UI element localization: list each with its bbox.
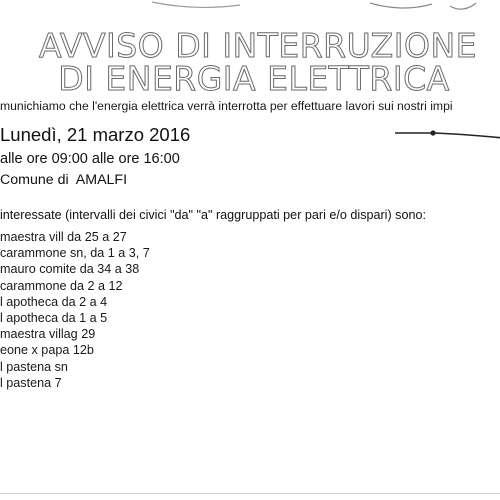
street-list: [0, 229, 150, 391]
outage-time: alle ore 09:00 alle ore 16:00: [0, 151, 180, 167]
comune-label: Comune di: [0, 172, 69, 188]
notice-title-line-2: DI ENERGIA ELETTRICA: [58, 59, 450, 98]
street-item: l apotheca da 1 a 5: [0, 311, 108, 326]
intro-text: munichiamo che l'energia elettrica verrà interrotta per effettuare lavori sui nostri impi: [0, 99, 453, 113]
notice-title-line-1: AVVISO DI INTERRUZIONE: [38, 26, 478, 65]
street-item: l pastena sn: [0, 359, 68, 374]
decorative-scrawl: [150, 0, 480, 14]
street-item: carammone da 2 a 12: [0, 278, 123, 293]
street-item: l pastena 7: [0, 375, 62, 390]
page-bottom-rule: [0, 493, 500, 494]
comune-line: [0, 172, 127, 188]
street-item: maestra villag 29: [0, 327, 96, 342]
outage-date: Lunedì, 21 marzo 2016: [0, 124, 191, 145]
interessate-text: interessate (intervalli dei civici "da" "a" raggruppati per pari e/o dispari) sono:: [0, 208, 426, 222]
date-underline-stroke: [395, 124, 500, 140]
street-item: eone x papa 12b: [0, 343, 94, 358]
street-item: mauro comite da 34 a 38: [0, 262, 140, 277]
street-item: l apotheca da 2 a 4: [0, 294, 108, 309]
street-item: carammone sn, da 1 a 3, 7: [0, 246, 150, 261]
comune-value: AMALFI: [75, 172, 128, 188]
street-item: maestra vill da 25 a 27: [0, 230, 127, 244]
